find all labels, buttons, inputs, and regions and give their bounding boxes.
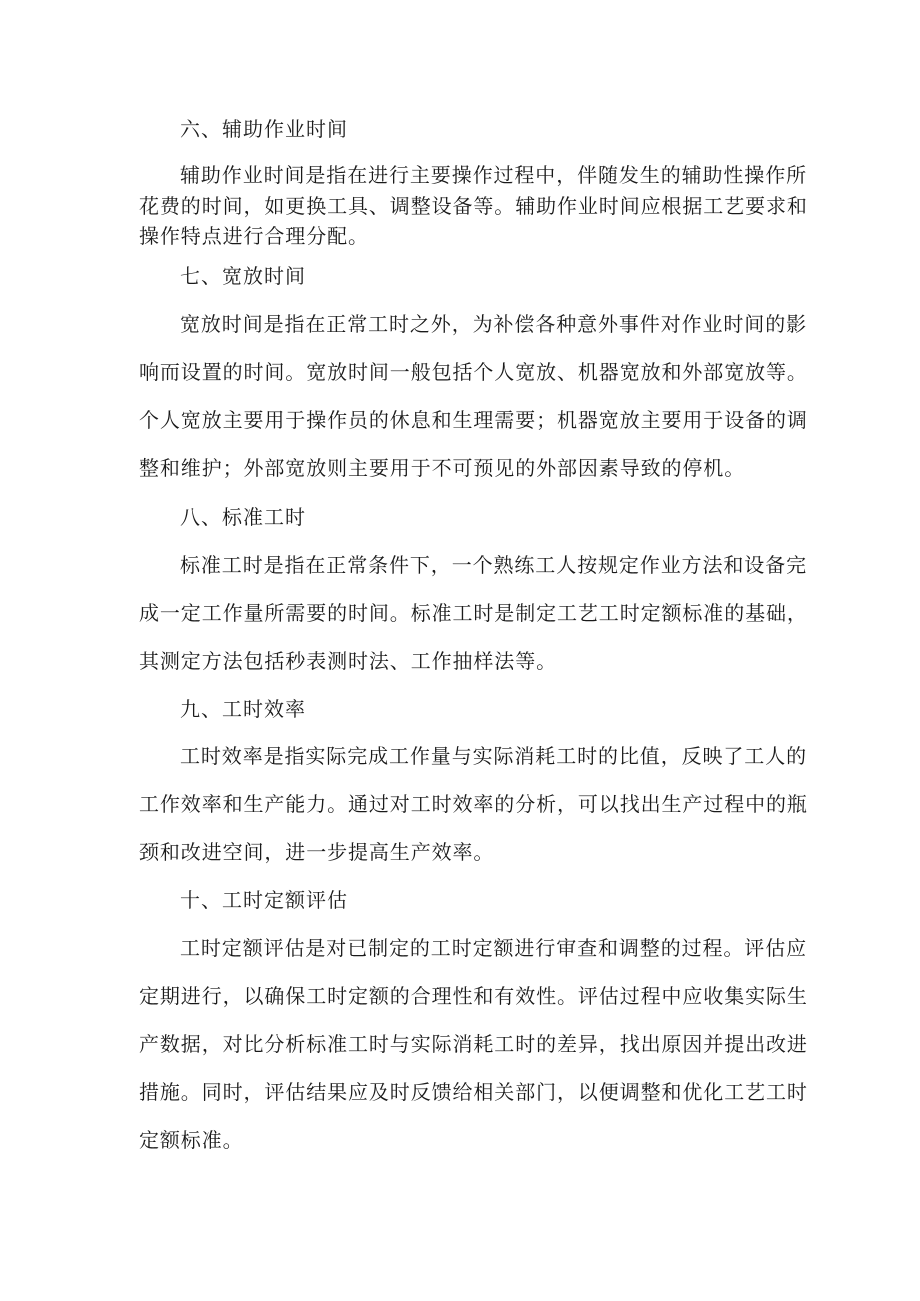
paragraph-line: 宽放时间是指在正常工时之外，为补偿各种意外事件对作业时间的影 [180,312,807,336]
paragraph-line: 辅助作业时间是指在进行主要操作过程中，伴随发生的辅助性操作所 [180,163,807,187]
section-heading: 八、标准工时 [180,505,306,529]
paragraph-line: 标准工时是指在正常条件下，一个熟练工人按规定作业方法和设备完 [180,553,807,577]
paragraph-line: 花费的时间，如更换工具、调整设备等。辅助作业时间应根据工艺要求和 [139,194,808,218]
paragraph-line: 响而设置的时间。宽放时间一般包括个人宽放、机器宽放和外部宽放等。 [139,360,808,384]
paragraph-line: 产数据，对比分析标准工时与实际消耗工时的差异，找出原因并提出改进 [139,1032,808,1056]
paragraph-line: 其测定方法包括秒表测时法、工作抽样法等。 [139,649,557,673]
paragraph-line: 个人宽放主要用于操作员的休息和生理需要；机器宽放主要用于设备的调 [139,408,808,432]
paragraph-line: 定期进行，以确保工时定额的合理性和有效性。评估过程中应收集实际生 [139,984,808,1008]
section-heading: 九、工时效率 [180,697,306,721]
paragraph-line: 工时效率是指实际完成工作量与实际消耗工时的比值，反映了工人的 [180,744,807,768]
paragraph-line: 整和维护；外部宽放则主要用于不可预见的外部因素导致的停机。 [139,456,746,480]
section-heading: 六、辅助作业时间 [180,117,348,141]
paragraph-line: 成一定工作量所需要的时间。标准工时是制定工艺工时定额标准的基础， [139,601,808,625]
paragraph-line: 工作效率和生产能力。通过对工时效率的分析，可以找出生产过程中的瓶 [139,792,808,816]
paragraph-line: 定额标准。 [139,1128,244,1152]
paragraph-line: 颈和改进空间，进一步提高生产效率。 [139,840,495,864]
paragraph-line: 措施。同时，评估结果应及时反馈给相关部门，以便调整和优化工艺工时 [139,1080,808,1104]
section-heading: 十、工时定额评估 [180,888,348,912]
paragraph-line: 工时定额评估是对已制定的工时定额进行审查和调整的过程。评估应 [180,936,807,960]
section-heading: 七、宽放时间 [180,264,306,288]
paragraph-line: 操作特点进行合理分配。 [139,224,369,248]
